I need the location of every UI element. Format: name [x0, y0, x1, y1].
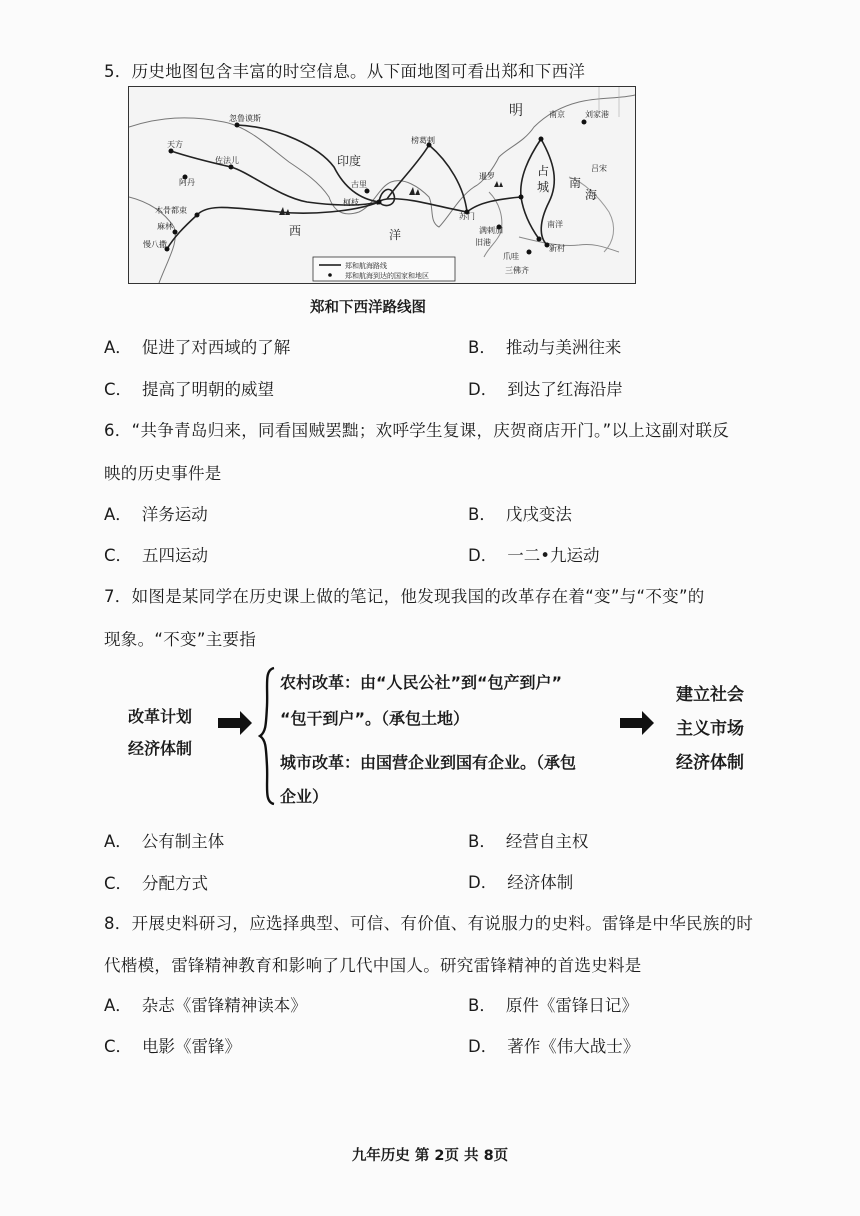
arrow-icon — [620, 708, 656, 738]
q5-option-c — [104, 376, 274, 400]
zheng-he-route-map — [128, 86, 636, 284]
map-label-ming: 明 — [509, 103, 523, 119]
notes-right-line-3: 经济体制 — [676, 753, 744, 773]
q6-option-b — [468, 501, 572, 525]
map-label-cochin: 柯枝 — [343, 198, 359, 207]
map-label-india: 印度 — [337, 154, 362, 168]
option-key: A． — [104, 832, 132, 851]
q6-option-a — [104, 501, 208, 525]
notes-left-line-1: 改革计划 — [128, 707, 193, 726]
option-text: 著作《伟大战士》 — [507, 1037, 640, 1056]
notes-mid-line-3: 城市改革：由国营企业到国有企业。（承包 — [280, 753, 577, 772]
option-text: 杂志《雷锋精神读本》 — [141, 996, 307, 1015]
q6-option-c — [104, 542, 208, 566]
option-key: C． — [104, 1037, 133, 1056]
q7-stem-line-2: 现象。“不变”主要指 — [104, 630, 257, 649]
legend-places: 郑和航海到达的国家和地区 — [345, 272, 429, 280]
map-label-nanyang: 南洋 — [547, 220, 563, 229]
q8-option-c — [104, 1033, 241, 1057]
option-key: A． — [104, 996, 132, 1015]
notes-mid-line-1: 农村改革：由“人民公社”到“包产到户” — [280, 673, 563, 692]
option-text: 促进了对西域的了解 — [141, 338, 291, 357]
q7-option-a — [104, 828, 224, 852]
arrow-icon — [218, 708, 254, 738]
q5-option-b — [468, 334, 621, 358]
option-key: D． — [468, 546, 498, 565]
option-key: A． — [104, 338, 132, 357]
option-text: 提高了明朝的威望 — [142, 380, 275, 399]
map-label-mombasa: 慢八撒 — [143, 240, 167, 249]
option-text: 五四运动 — [142, 546, 209, 565]
map-label-zhancheng-2: 城 — [537, 180, 550, 194]
map-label-nanhai-1: 南 — [569, 176, 582, 190]
page-footer: 九年历史 第 2页 共 8页 — [351, 1148, 509, 1164]
q6-stem-line-1: 6．“共争青岛归来，同看国贼罢黜；欢呼学生复课，庆贺商店开门。”以上这副对联反 — [104, 421, 730, 440]
option-text: 电影《雷锋》 — [142, 1037, 242, 1056]
option-text: 公有制主体 — [141, 832, 225, 851]
map-label-mogadishu: 木骨都束 — [155, 206, 187, 215]
map-label-jiugang: 旧港 — [475, 238, 491, 247]
map-label-aden: 阿丹 — [179, 178, 195, 187]
option-text: 到达了红海沿岸 — [507, 380, 623, 399]
map-label-zhancheng-1: 占 — [537, 164, 550, 178]
map-legend — [313, 257, 455, 281]
legend-route: 郑和航海路线 — [345, 262, 387, 270]
map-label-liujia: 刘家港 — [585, 110, 609, 119]
q6-option-d — [468, 542, 599, 566]
option-key: B． — [468, 996, 496, 1015]
handwritten-notes-diagram — [120, 664, 760, 812]
option-key: A． — [104, 505, 132, 524]
map-label-borneo: 吕宋 — [591, 164, 607, 173]
map-label-bengal: 榜葛剌 — [411, 136, 435, 145]
option-key: D． — [468, 380, 498, 399]
q8-option-a — [104, 992, 307, 1016]
q8-option-b — [468, 992, 638, 1016]
map-caption: 郑和下西洋路线图 — [310, 300, 426, 316]
q5-option-a — [104, 334, 290, 358]
option-text: 推动与美洲往来 — [505, 338, 622, 357]
q5-option-d — [468, 376, 623, 400]
map-label-xiyang-2: 洋 — [389, 228, 402, 242]
map-label-siam: 暹罗 — [479, 172, 495, 181]
q8-stem-line-1: 8．开展史料研习，应选择典型、可信、有价值、有说服力的史料。雷锋是中华民族的时 — [104, 914, 754, 933]
option-key: C． — [104, 546, 133, 565]
map-label-xiyang-1: 西 — [289, 224, 302, 238]
option-key: B． — [468, 338, 496, 357]
map-graphic — [129, 87, 635, 283]
notes-mid-line-4: 企业） — [280, 787, 329, 806]
option-key: C． — [104, 380, 133, 399]
option-text: 分配方式 — [142, 874, 209, 893]
map-label-tianfang: 天方 — [167, 140, 183, 149]
q7-stem-line-1: 7．如图是某同学在历史课上做的笔记，他发现我国的改革存在着“变”与“不变”的 — [104, 587, 705, 606]
option-text: 洋务运动 — [141, 505, 208, 524]
map-label-sanfoqi: 三佛齐 — [505, 266, 529, 275]
option-key: D． — [468, 873, 498, 892]
option-text: 经济体制 — [507, 873, 574, 892]
q7-option-c — [104, 870, 208, 894]
q7-option-d — [468, 869, 573, 893]
option-key: B． — [468, 505, 496, 524]
option-text: 经营自主权 — [505, 832, 589, 851]
notes-right-line-1: 建立社会 — [676, 685, 744, 705]
map-label-malacca: 满剌加 — [479, 226, 503, 235]
map-label-java: 爪哇 — [503, 252, 519, 261]
q6-stem-line-2: 映的历史事件是 — [104, 464, 222, 483]
option-key: B． — [468, 832, 496, 851]
map-label-xincun: 新村 — [549, 244, 565, 253]
q7-option-b — [468, 828, 588, 852]
option-key: C． — [104, 874, 133, 893]
map-label-hormuz: 忽鲁谟斯 — [229, 114, 261, 123]
notes-mid-line-2: “包干到户”。（承包土地） — [280, 709, 470, 728]
q8-stem-line-2: 代楷模，雷锋精神教育和影响了几代中国人。研究雷锋精神的首选史料是 — [104, 956, 642, 975]
option-text: 原件《雷锋日记》 — [505, 996, 638, 1015]
map-label-zufar: 佐法儿 — [215, 156, 239, 165]
q8-option-d — [468, 1033, 639, 1057]
notes-right-line-2: 主义市场 — [676, 719, 744, 739]
q5-stem: 5．历史地图包含丰富的时空信息。从下面地图可看出郑和下西洋 — [104, 62, 586, 81]
notes-left-line-2: 经济体制 — [128, 739, 193, 758]
option-text: 戊戌变法 — [505, 505, 572, 524]
option-key: D． — [468, 1037, 498, 1056]
option-text: 一二•九运动 — [507, 546, 600, 565]
map-label-sumatra: 苏门 — [459, 212, 475, 221]
map-label-nanjing: 南京 — [549, 110, 565, 119]
map-label-nanhai-2: 海 — [585, 188, 598, 202]
map-label-calicut: 古里 — [351, 180, 367, 189]
map-label-malindi: 麻林 — [157, 222, 173, 231]
brace-icon — [258, 666, 278, 806]
